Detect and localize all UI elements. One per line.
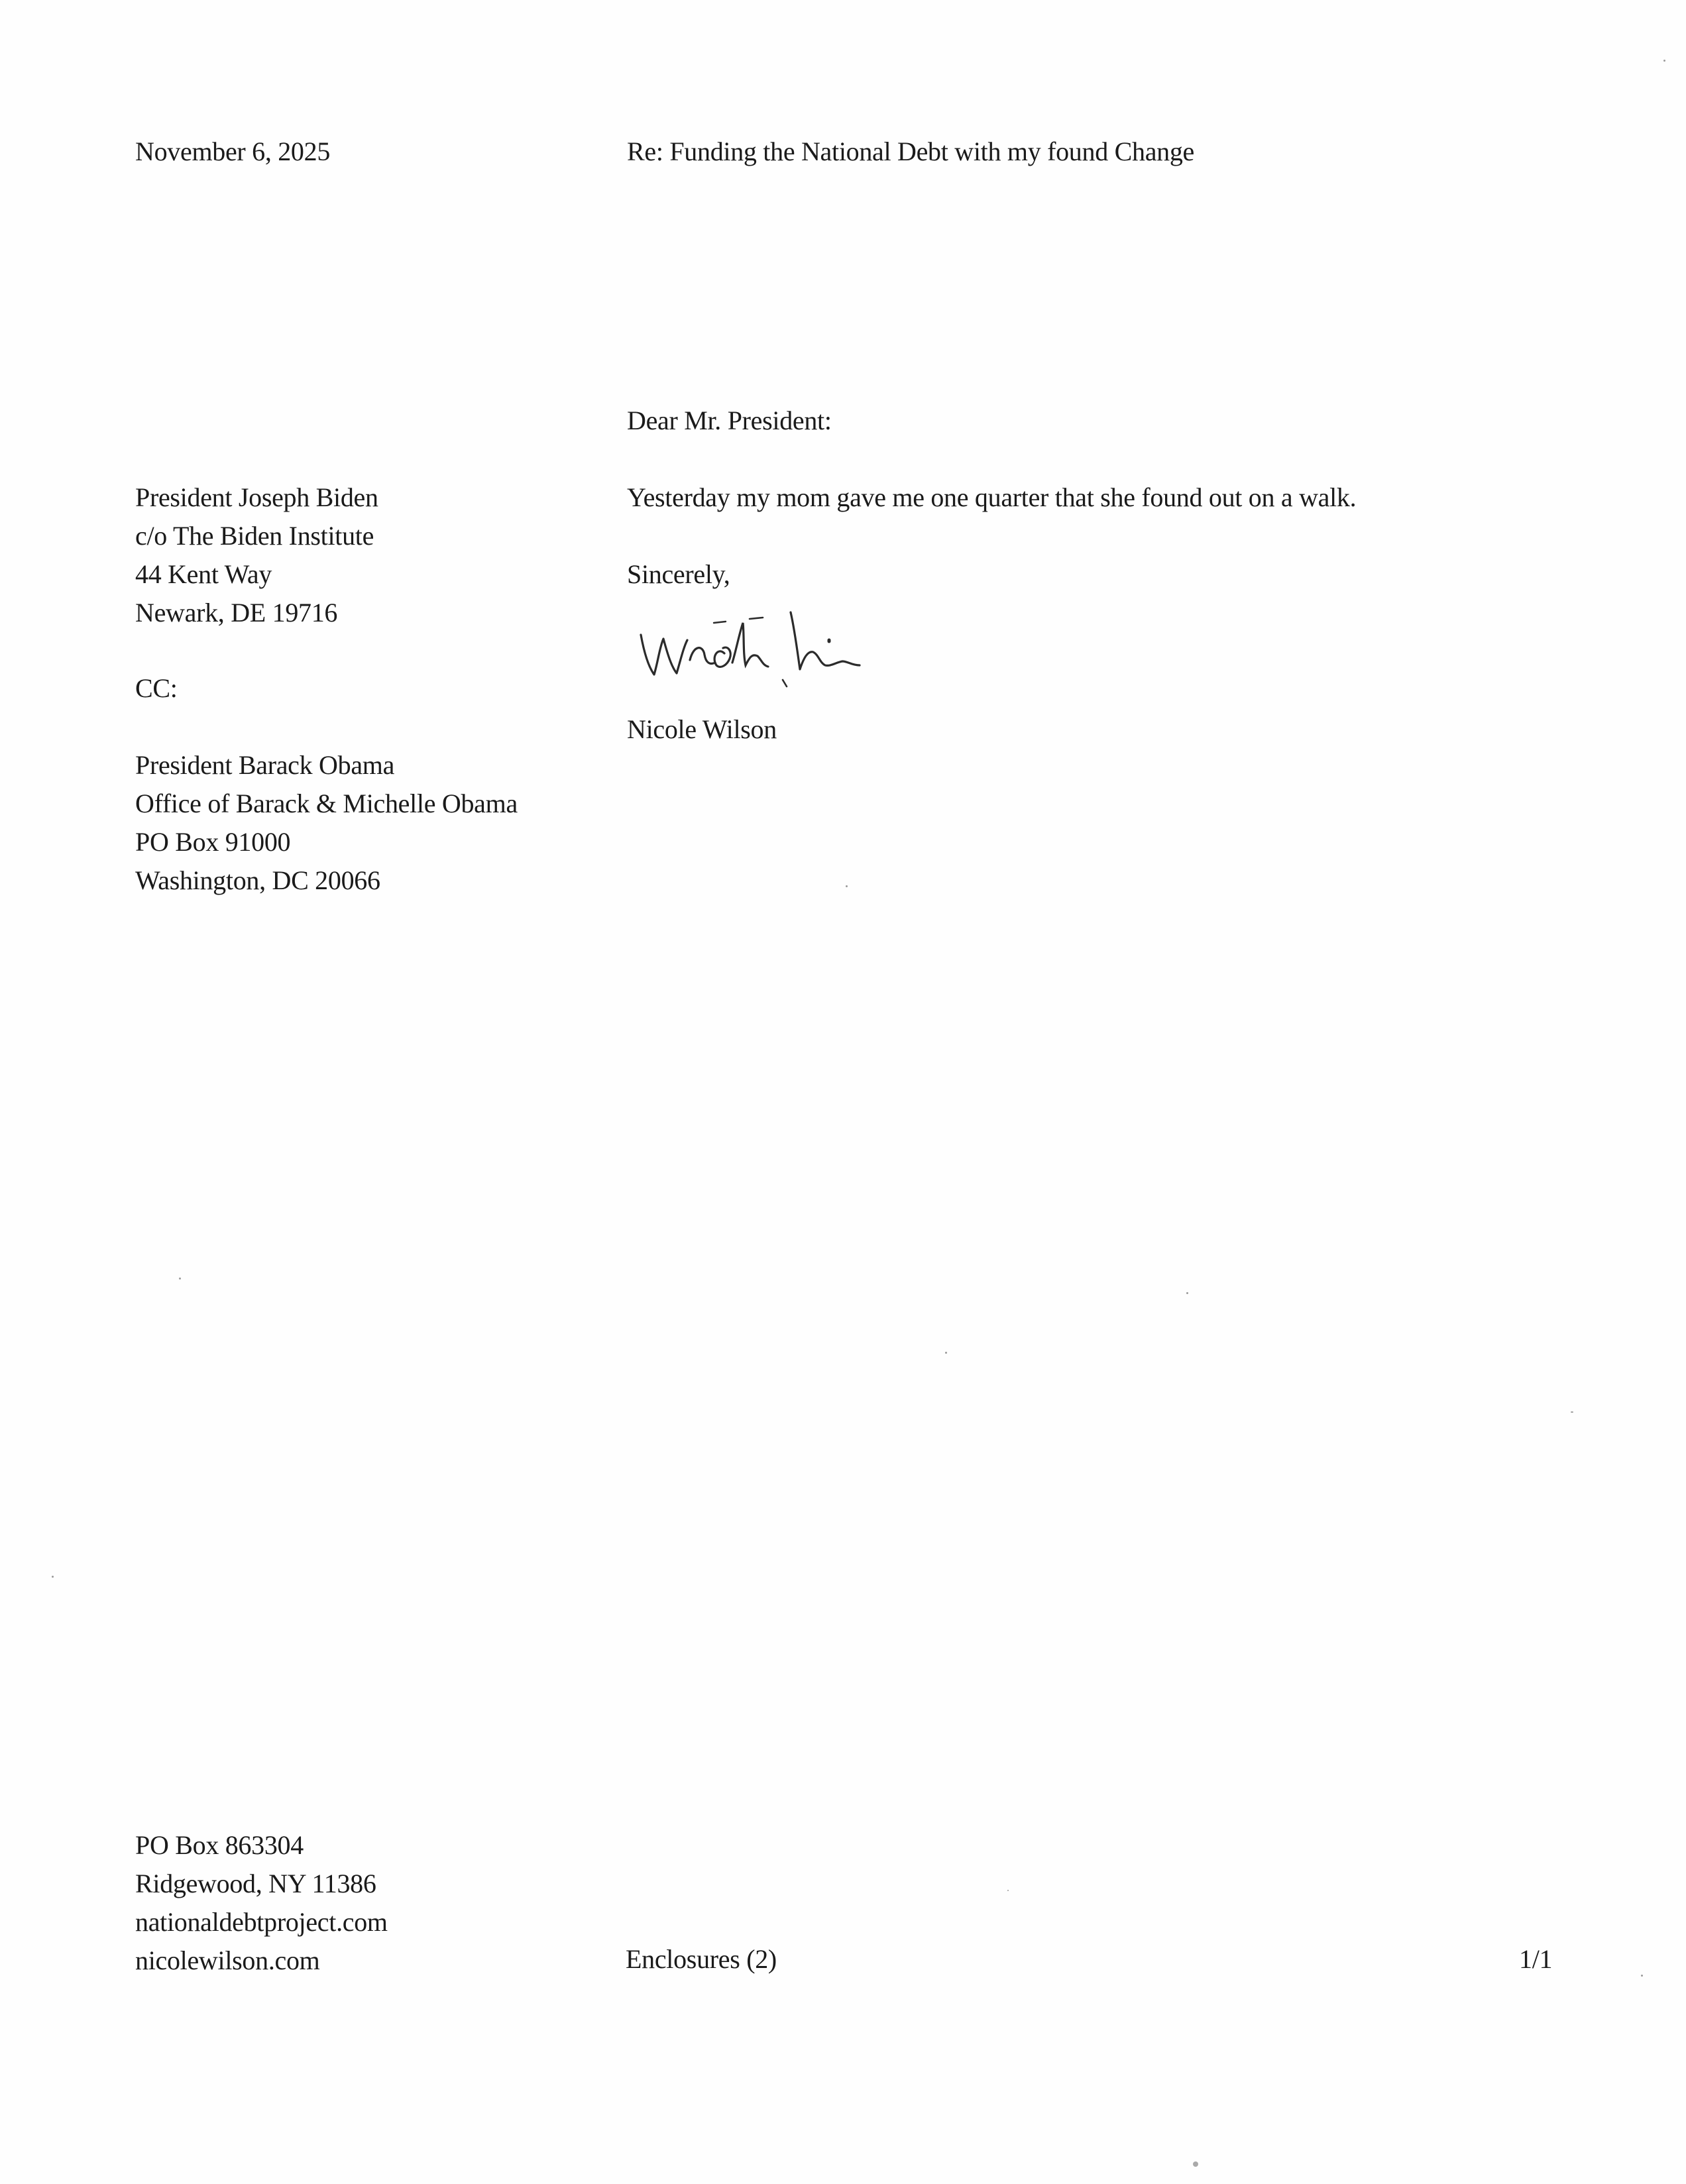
sender-address (135, 1826, 388, 1980)
recipient-organization: c/o The Biden Institute (135, 521, 374, 551)
salutation: Dear Mr. President: (627, 406, 832, 435)
scan-speck (846, 885, 848, 887)
recipient-city: Newark, DE 19716 (135, 598, 338, 628)
recipient-name: President Joseph Biden (135, 482, 378, 512)
cc-label: CC: (135, 673, 178, 703)
cc-address (135, 746, 518, 900)
sender-po-box: PO Box 863304 (135, 1830, 304, 1860)
cc-organization: Office of Barack & Michelle Obama (135, 789, 518, 818)
cc-city: Washington, DC 20066 (135, 865, 380, 895)
scan-speck (1641, 1975, 1643, 1977)
sender-website-project: nationaldebtproject.com (135, 1907, 388, 1937)
letter-body: Yesterday my mom gave me one quarter that she found out on a walk. (627, 482, 1357, 512)
cc-po-box: PO Box 91000 (135, 827, 291, 857)
signer-name: Nicole Wilson (627, 714, 777, 744)
scan-speck (1186, 1292, 1188, 1294)
recipient-address (135, 478, 378, 632)
scan-speck (945, 1352, 947, 1354)
scan-speck (1193, 2161, 1198, 2167)
scan-speck (1663, 60, 1665, 62)
letter-closing: Sincerely, (627, 559, 730, 589)
sender-website-personal: nicolewilson.com (135, 1945, 320, 1975)
scan-speck (1571, 1411, 1573, 1413)
letter-date: November 6, 2025 (135, 136, 331, 166)
recipient-street: 44 Kent Way (135, 559, 272, 589)
cc-name: President Barack Obama (135, 750, 395, 780)
scan-speck (1007, 1890, 1009, 1891)
enclosures-note: Enclosures (2) (626, 1944, 777, 1974)
scan-speck (52, 1576, 54, 1578)
letter-subject: Re: Funding the National Debt with my found Change (627, 136, 1194, 166)
scan-speck (179, 1278, 181, 1280)
page-number: 1/1 (1519, 1944, 1553, 1974)
handwritten-signature (633, 596, 944, 689)
sender-city: Ridgewood, NY 11386 (135, 1869, 376, 1898)
